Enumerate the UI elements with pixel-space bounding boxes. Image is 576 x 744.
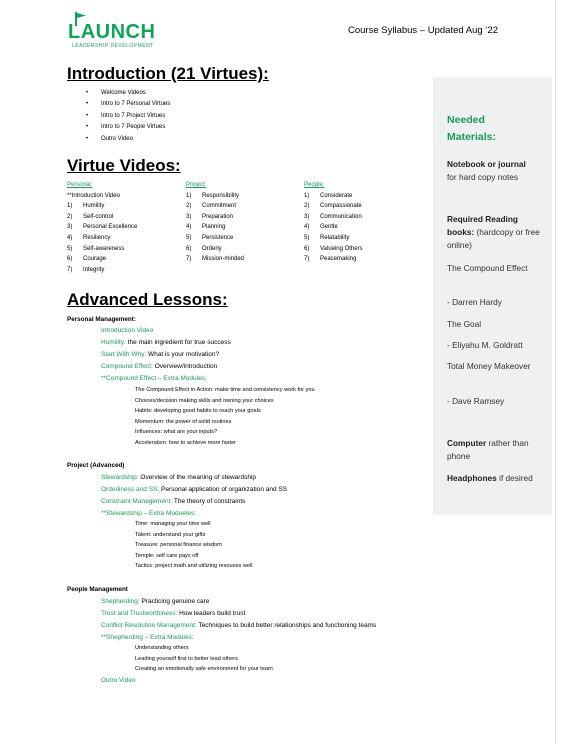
list-item: Tactics: project math and utilizing resouces well [135,563,253,569]
list-item: • Welcome Videos [86,88,170,99]
intro-heading: Introduction (21 Virtues): [67,64,269,83]
list-item: Treasure: personal finance wisdom [135,542,222,548]
list-item: Planning [202,224,226,231]
advanced-lessons-heading: Advanced Lessons: [67,290,228,309]
item-desc: (hardcopy or free online) [447,227,540,250]
notebook-item [447,158,545,184]
page-edge-line [555,0,556,744]
lesson-title: Introduction Video [101,327,154,334]
list-number: 6) [67,256,73,263]
headphones-item [447,472,545,485]
list-item: Understanding others [135,645,189,651]
list-item: Momentum: the power of solid routines [135,418,232,425]
list-number: 5) [304,234,310,241]
project-virtues-column [186,180,244,265]
lesson-title: Start With Why: [101,351,147,358]
intro-list [86,88,170,145]
lesson-title: Humility: [101,339,126,346]
list-item: Resiliency [83,234,111,241]
list-item: Personal Excellence [83,224,138,231]
item-label: Computer [447,438,487,448]
list-item: Leading yourself first to better lead others [135,655,238,662]
list-number: 5) [186,234,192,241]
list-item: Time: managing your time well [135,521,211,527]
list-number: 1) [67,203,73,210]
people-management-heading: People Management [67,586,128,593]
list-item: Influences: what are your inputs? [135,429,218,435]
lesson-item [101,486,287,493]
column-heading: Personal: [67,182,93,188]
list-item: Considerate [320,192,353,199]
lesson-item [101,634,194,641]
list-item: Persistence [202,234,234,241]
lesson-desc: Overview/introduction [152,363,218,370]
list-item: • Intro to 7 Project Virtues [86,111,170,122]
list-item: • Intro to 7 Personal Virtues [86,99,170,110]
lesson-item [101,375,207,382]
list-number: 2) [304,203,310,210]
list-item: Habits: developing good habits to reach your goals [135,408,261,414]
list-number: 2) [186,203,192,210]
lesson-desc: Practicing genuine care [139,598,210,605]
logo-word: LAUNCH [68,21,156,43]
list-item: Relatability [320,234,350,241]
list-item: Courage [83,256,107,263]
list-number: 3) [304,213,310,220]
list-item: Temple: self care pays off [135,552,199,559]
list-item: Self-control [83,213,114,220]
list-number: 7) [186,256,192,263]
book-link[interactable]: The Compound Effect [447,263,528,273]
list-number: 3) [186,213,192,220]
list-item: Humility [83,203,105,210]
lesson-item [101,327,153,334]
book-author: - Dave Ramsey [447,396,505,406]
list-number: 7) [67,266,73,273]
lesson-desc: Personal application of organization and SS [159,486,288,493]
required-reading-item [447,213,545,252]
personal-virtues-column [67,180,137,275]
lesson-item [101,498,245,505]
list-item: Compassionate [320,203,362,210]
column-heading: People: [304,182,325,188]
lesson-title: Shepherding: [101,598,140,605]
lesson-item [101,510,196,517]
item-desc: if desired [496,473,533,483]
item-label: Required Reading books: [447,214,518,237]
lesson-item [101,351,219,358]
launch-logo [66,12,161,52]
lesson-title: Orderliness and SS: [101,486,160,493]
list-number: 4) [304,224,310,231]
list-number: 4) [186,224,192,231]
list-item: The Compound Effect in Action: make time and consistency work for you [135,387,315,393]
list-item: • Intro to 7 People Virtues [86,122,170,133]
lesson-desc: What is your motivation? [146,351,220,358]
list-item: Acceleration: how to achieve more faster [135,439,237,446]
list-item: Commitment [202,203,237,210]
list-number: 5) [67,245,73,252]
lesson-item [101,610,245,617]
lesson-title: Outro Video [101,677,136,684]
computer-item [447,437,545,463]
lesson-desc: The theory of constraints [172,498,246,505]
list-item: Self-awareness [83,245,125,252]
list-item: **Introduction Video [67,192,120,199]
lesson-title: **Shepherding – Extra Modules: [101,634,194,641]
lesson-item [101,339,231,346]
item-desc: for hard copy notes [447,172,519,182]
lesson-desc: Techniques to build better relationships and functioning teams [196,622,377,629]
list-number: 1) [186,192,192,199]
logo-subtitle: LEADERSHIP DEVELOPMENT [72,43,154,49]
list-number: 3) [67,224,73,231]
lesson-item [101,598,209,605]
sub-module-list [135,385,315,448]
book-author: - Eliyahu M. Goldratt [447,340,523,350]
item-label: Headphones [447,473,497,483]
list-item: Valueing Others [320,245,363,252]
lesson-title: Compound Effect: [101,363,153,370]
lesson-title: **Compound Effect – Extra Modules: [101,375,207,382]
sidebar-title-line: Needed [447,114,485,126]
lesson-item [101,363,217,370]
lesson-item [101,474,256,481]
sub-module-list [135,519,253,572]
virtue-videos-heading: Virtue Videos: [67,156,181,175]
list-item: Talent: understand your gifts [135,531,206,538]
item-label: Notebook or journal [447,159,526,169]
list-item: Preparation [202,213,234,220]
list-item: • Outro Video [86,134,170,145]
list-item: Peacemaking [320,256,357,263]
list-number: 1) [304,192,310,199]
book-link[interactable]: Total Money Makeover [447,361,531,371]
list-number: 6) [304,245,310,252]
sub-module-list [135,643,273,675]
book-author: - Darren Hardy [447,297,502,307]
list-item: Integrity [83,266,105,273]
document-header-title: Course Syllabus – Updated Aug ‘22 [348,25,498,36]
lesson-desc: How leaders build trust [177,610,246,617]
lesson-title: Trust and Trustworthiness: [101,610,178,617]
list-item: Communication [320,213,362,220]
lesson-title: Stewardship: [101,474,139,481]
lesson-title: Conflict Resolution Management: [101,622,197,629]
list-item: Orderly [202,245,222,252]
lesson-title: **Stewardship – Extra Modueles: [101,510,197,517]
lesson-desc: the main ingredient for true success [125,339,231,346]
people-virtues-column [304,180,363,265]
materials-title [447,112,545,146]
list-number: 2) [67,213,73,220]
personal-management-heading: Personal Management: [67,316,136,323]
lesson-item [101,622,376,629]
list-number: 6) [186,245,192,252]
list-item: Choices/decision making skills and owning your choices [135,397,274,404]
book-link[interactable]: The Goal [447,319,482,329]
lesson-item [101,677,136,684]
item-desc: rather than phone [447,438,529,461]
list-item: Creating an emotionally safe environment for your team [135,666,273,672]
lesson-desc: Overview of the meaning of stewardship [138,474,256,481]
list-number: 4) [67,234,73,241]
column-heading: Project: [186,182,207,188]
list-item: Responsibility [202,192,240,199]
sidebar-title-line: Materials: [447,131,497,143]
list-item: Mission-minded [202,256,245,263]
list-number: 7) [304,256,310,263]
project-advanced-heading: Project (Advanced) [67,462,125,469]
list-item: Gentle [320,224,338,231]
lesson-title: Constraint Management: [101,498,173,505]
